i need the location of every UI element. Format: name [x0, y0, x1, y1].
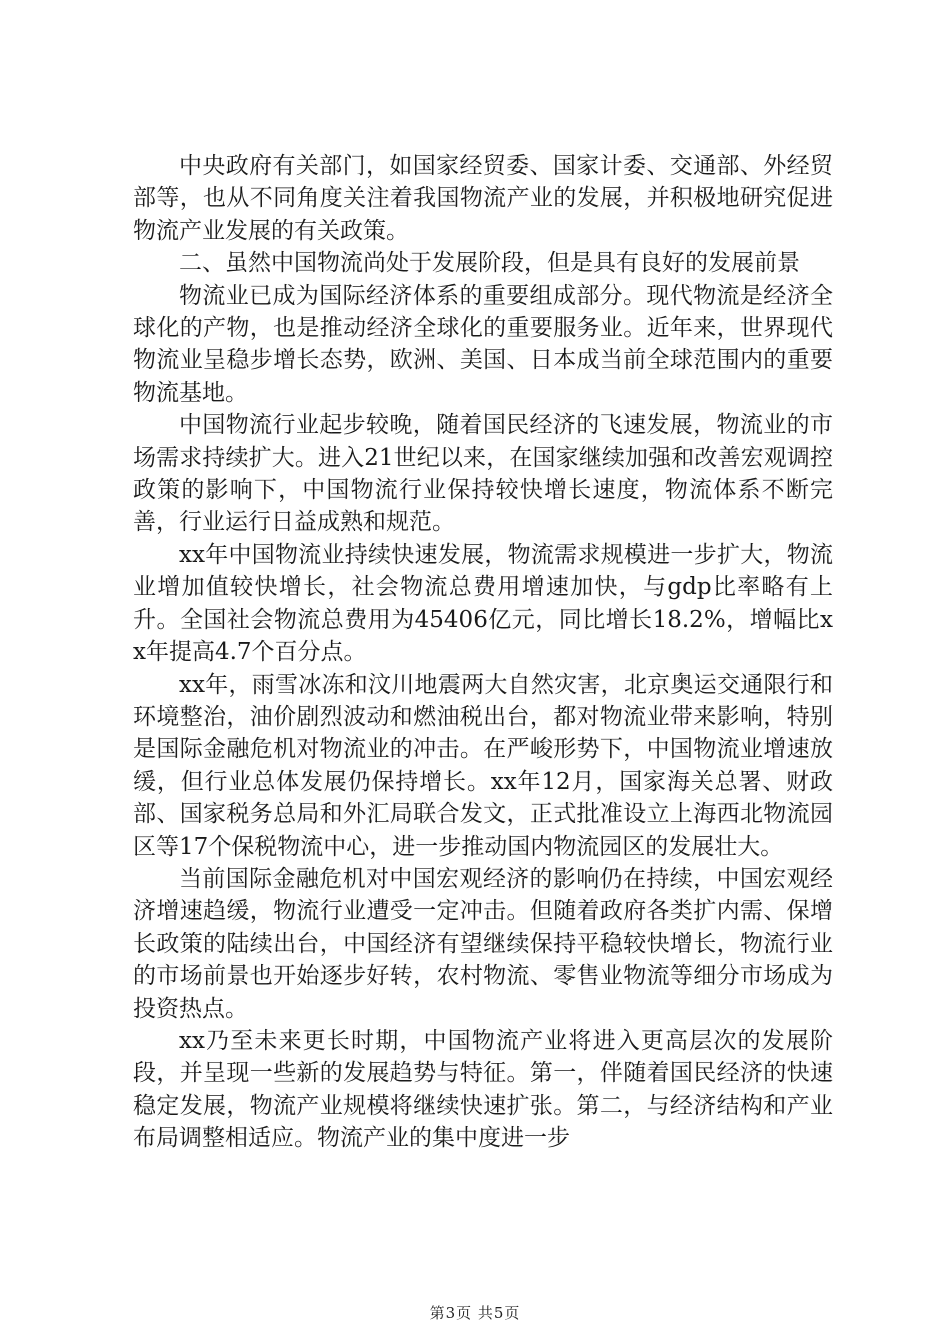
document-body — [133, 150, 833, 1155]
paragraph-logistics-cost-stats: xx年中国物流业持续快速发展，物流需求规模进一步扩大，物流业增加值较快增长，社会物流总费用增速加快，与gdp比率略有上升。全国社会物流总费用为45406亿元，同比增长18.2%，增幅比xx年提高4.7个百分点。 — [133, 541, 833, 666]
paragraph-disasters-impact: xx年，雨雪冰冻和汶川地震两大自然灾害，北京奥运交通限行和环境整治，油价剧烈波动和燃油税出台，都对物流业带来影响，特别是国际金融危机对物流业的冲击。在严峻形势下，中国物流业增速放缓，但行业总体发展仍保持增长。xx年12月，国家海关总署、财政部、国家税务总局和外汇局联合发文，正式批准设立上海西北物流园区等17个保税物流中心，进一步推动国内物流园区的发展壮大。 — [133, 671, 833, 860]
page-number-footer: 第3页 共5页 — [429, 1304, 521, 1322]
section-heading-development-prospect: 二、虽然中国物流尚处于发展阶段，但是具有良好的发展前景 — [179, 250, 800, 277]
paragraph-future-trends: xx乃至未来更长时期，中国物流产业将进入更高层次的发展阶段，并呈现一些新的发展趋势与特征。第一，伴随着国民经济的快速稳定发展，物流产业规模将继续快速扩张。第二，与经济结构和产业布局调整相适应。物流产业的集中度进一步 — [133, 1027, 833, 1152]
paragraph-financial-crisis: 当前国际金融危机对中国宏观经济的影响仍在持续，中国宏观经济增速趋缓，物流行业遭受一定冲击。但随着政府各类扩内需、保增长政策的陆续出台，中国经济有望继续保持平稳较快增长，物流行业的市场前景也开始逐步好转，农村物流、零售业物流等细分市场成为投资热点。 — [133, 865, 833, 1022]
paragraph-central-government: 中央政府有关部门，如国家经贸委、国家计委、交通部、外经贸部等，也从不同角度关注着我国物流产业的发展，并积极地研究促进物流产业发展的有关政策。 — [133, 153, 833, 244]
paragraph-china-logistics-start: 中国物流行业起步较晚，随着国民经济的飞速发展，物流业的市场需求持续扩大。进入21世纪以来，在国家继续加强和改善宏观调控政策的影响下，中国物流行业保持较快增长速度，物流体系不断完善，行业运行日益成熟和规范。 — [133, 412, 833, 536]
paragraph-international-logistics: 物流业已成为国际经济体系的重要组成部分。现代物流是经济全球化的产物，也是推动经济全球化的重要服务业。近年来，世界现代物流业呈稳步增长态势，欧洲、美国、日本成当前全球范围内的重要物流基地。 — [133, 282, 833, 406]
